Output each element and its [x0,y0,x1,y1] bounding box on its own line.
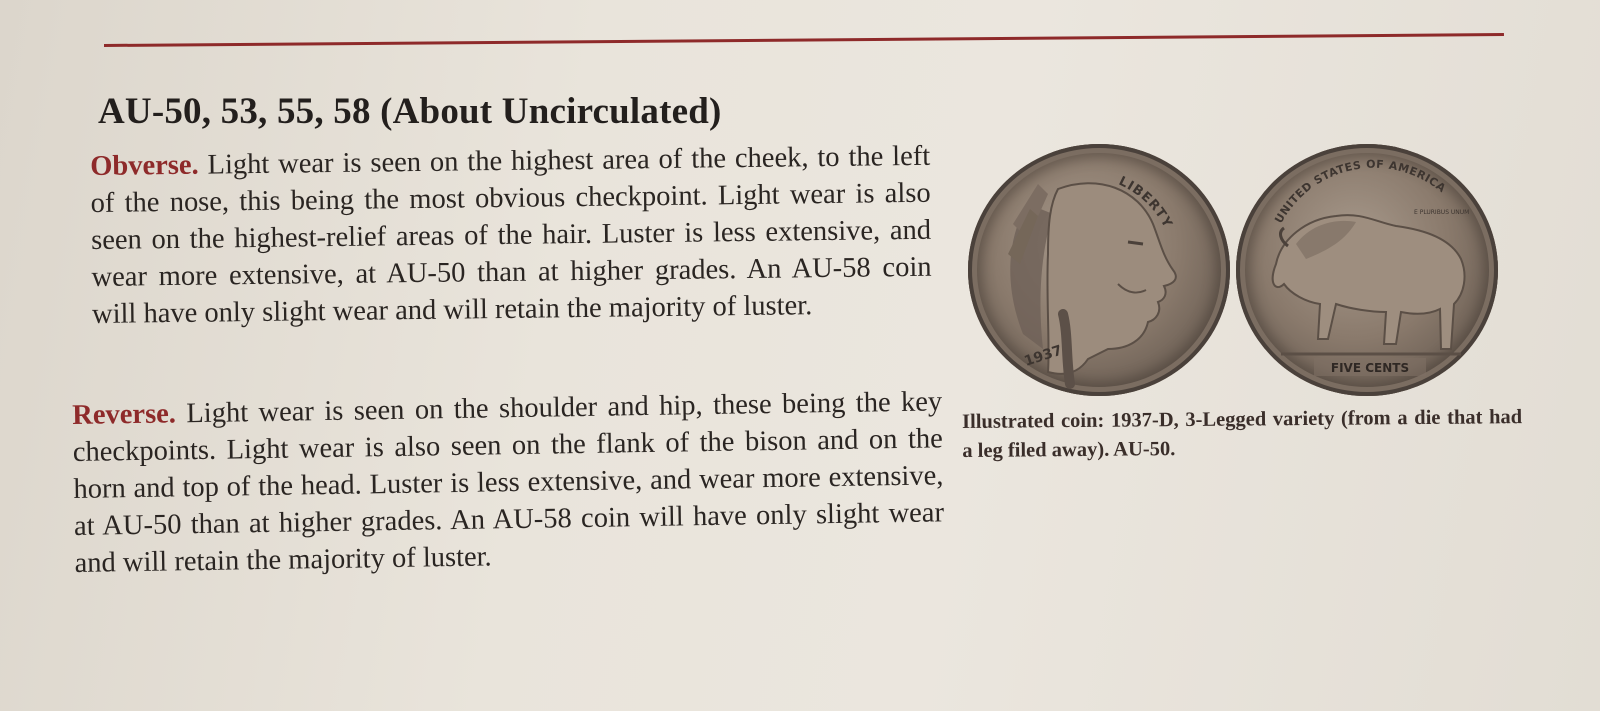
coin-obverse-image [968,144,1230,396]
coin-liberty-legend: LIBERTY [1116,173,1175,231]
obverse-paragraph [90,138,932,333]
reverse-text: Light wear is seen on the shoulder and hip, these being the key checkpoints. Light wear is also seen on the flank of the bison and on the horn and top of the head. Luster is less extensive, and wear more extensive, at AU-50 than at higher grades. An AU-58 coin will have only slight wear and will retain the majority of luster. [72,386,945,579]
obverse-lead: Obverse. [90,149,199,182]
coin-illustrations [968,140,1528,400]
coin-motto: E PLURIBUS UNUM [1414,209,1470,216]
section-title: AU-50, 53, 55, 58 (About Uncirculated) [98,91,722,132]
section-rule [104,33,1504,47]
coin-usa-legend: UNITED STATES OF AMERICA [1272,157,1449,226]
coin-reverse-image [1236,144,1498,396]
obverse-text: Light wear is seen on the highest area of the cheek, to the left of the nose, this being the most obvious checkpoint. Light wear is also seen on the highest-relief areas of the hair. Luster is less extensive, and wear more extensive, at AU-50 than at higher grades. An AU-58 coin will have only slight wear and will retain the majority of luster. [90,140,932,330]
reverse-paragraph [72,383,945,582]
coin-denomination: FIVE CENTS [1330,361,1410,375]
reverse-lead: Reverse. [72,398,177,431]
coin-caption: Illustrated coin: 1937-D, 3-Legged variety (from a die that had a leg filed away). AU-50. [962,406,1523,462]
coin-date: 1937 [1022,342,1065,370]
